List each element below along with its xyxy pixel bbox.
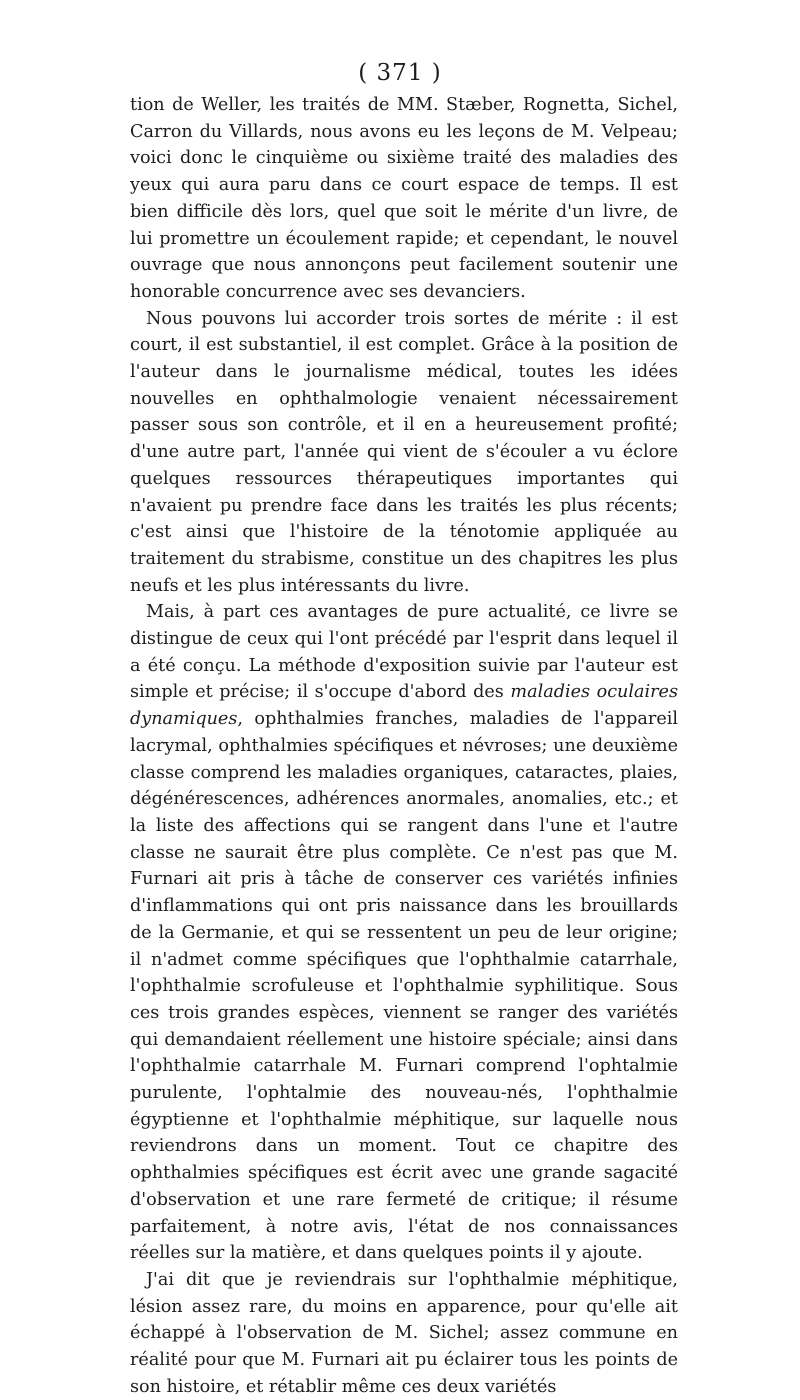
- paragraph-2: [130, 306, 678, 600]
- paragraph-1: [130, 92, 678, 306]
- paragraph-4-text: J'ai dit que je reviendrais sur l'ophthalmie méphitique, lésion assez rare, du moins en apparence, pour qu'elle ait échappé à l'observation de M. Sichel; assez commune en réalité pour que M. Furnari ait pu éclairer tous les points de son histoire, et rétablir même ces deux variétés: [130, 1269, 678, 1397]
- paragraph-3: [130, 599, 678, 1267]
- paragraph-3-text-a: Mais, à part ces avantages de pure actualité, ce livre se distingue de ceux qui l'ont précédé par l'esprit dans lequel il a été conçu. La méthode d'exposition suivie par l'auteur est simple et précise; il s'occupe d'abord des: [130, 602, 678, 703]
- paragraph-2-text: Nous pouvons lui accorder trois sortes de mérite : il est court, il est substantiel, il est complet. Grâce à la position de l'auteur dans le journalisme médical, toutes les idées nouvelles en ophthalmologie venaient nécessairement passer sous son contrôle, et il en a heureusement profité; d'une autre part, l'année qui vient de s'écouler a vu éclore quelques ressources thérapeutiques importantes qui n'avaient pu prendre face dans les traités les plus récents; c'est ainsi que l'histoire de la ténotomie appliquée au traitement du strabisme, constitue un des chapitres les plus neufs et les plus intéressants du livre.: [130, 308, 678, 596]
- paragraph-1-text: tion de Weller, les traités de MM. Stæber, Rognetta, Sichel, Carron du Villards, nous avons eu les leçons de M. Velpeau; voici donc le cinquième ou sixième traité des maladies des yeux qui aura paru dans ce court espace de temps. Il est bien difficile dès lors, quel que soit le mérite d'un livre, de lui promettre un écoulement rapide; et cependant, le nouvel ouvrage que nous annonçons peut facilement soutenir une honorable concurrence avec ses devanciers.: [130, 95, 678, 302]
- italic-term: maladies oculaires dynamiques: [130, 682, 678, 730]
- paragraph-3-text-b: , ophthalmies franches, maladies de l'appareil lacrymal, ophthalmies spécifiques et névroses; une deuxième classe comprend les maladies organiques, cataractes, plaies, dégénérescences, adhérences anormales, anomalies, etc.; et la liste des affections qui se rangent dans l'une et l'autre classe ne saurait être plus complète. Ce n'est pas que M. Furnari ait pris à tâche de conserver ces variétés infinies d'inflammations qui ont pris naissance dans les brouillards de la Germanie, et qui se ressentent un peu de leur origine; il n'admet comme spécifiques que l'ophthalmie catarrhale, l'ophthalmie scrofuleuse et l'ophthalmie syphilitique. Sous ces trois grandes espèces, viennent se ranger des variétés qui demandaient réellement une histoire spéciale; ainsi dans l'ophthalmie catarrhale M. Furnari comprend l'ophtalmie purulente, l'ophtalmie des nouveau-nés, l'ophthalmie égyptienne et l'ophthalmie méphitique, sur laquelle nous reviendrons dans un moment. Tout ce chapitre des ophthalmies spécifiques est écrit avec une grande sagacité d'observation et une rare fermeté de critique; il résume parfaitement, à notre avis, l'état de nos connaissances réelles sur la matière, et dans quelques points il y ajoute.: [130, 709, 678, 1264]
- paragraph-4: [130, 1267, 678, 1400]
- page-number: ( 371 ): [358, 60, 442, 86]
- body-text: [130, 92, 678, 1400]
